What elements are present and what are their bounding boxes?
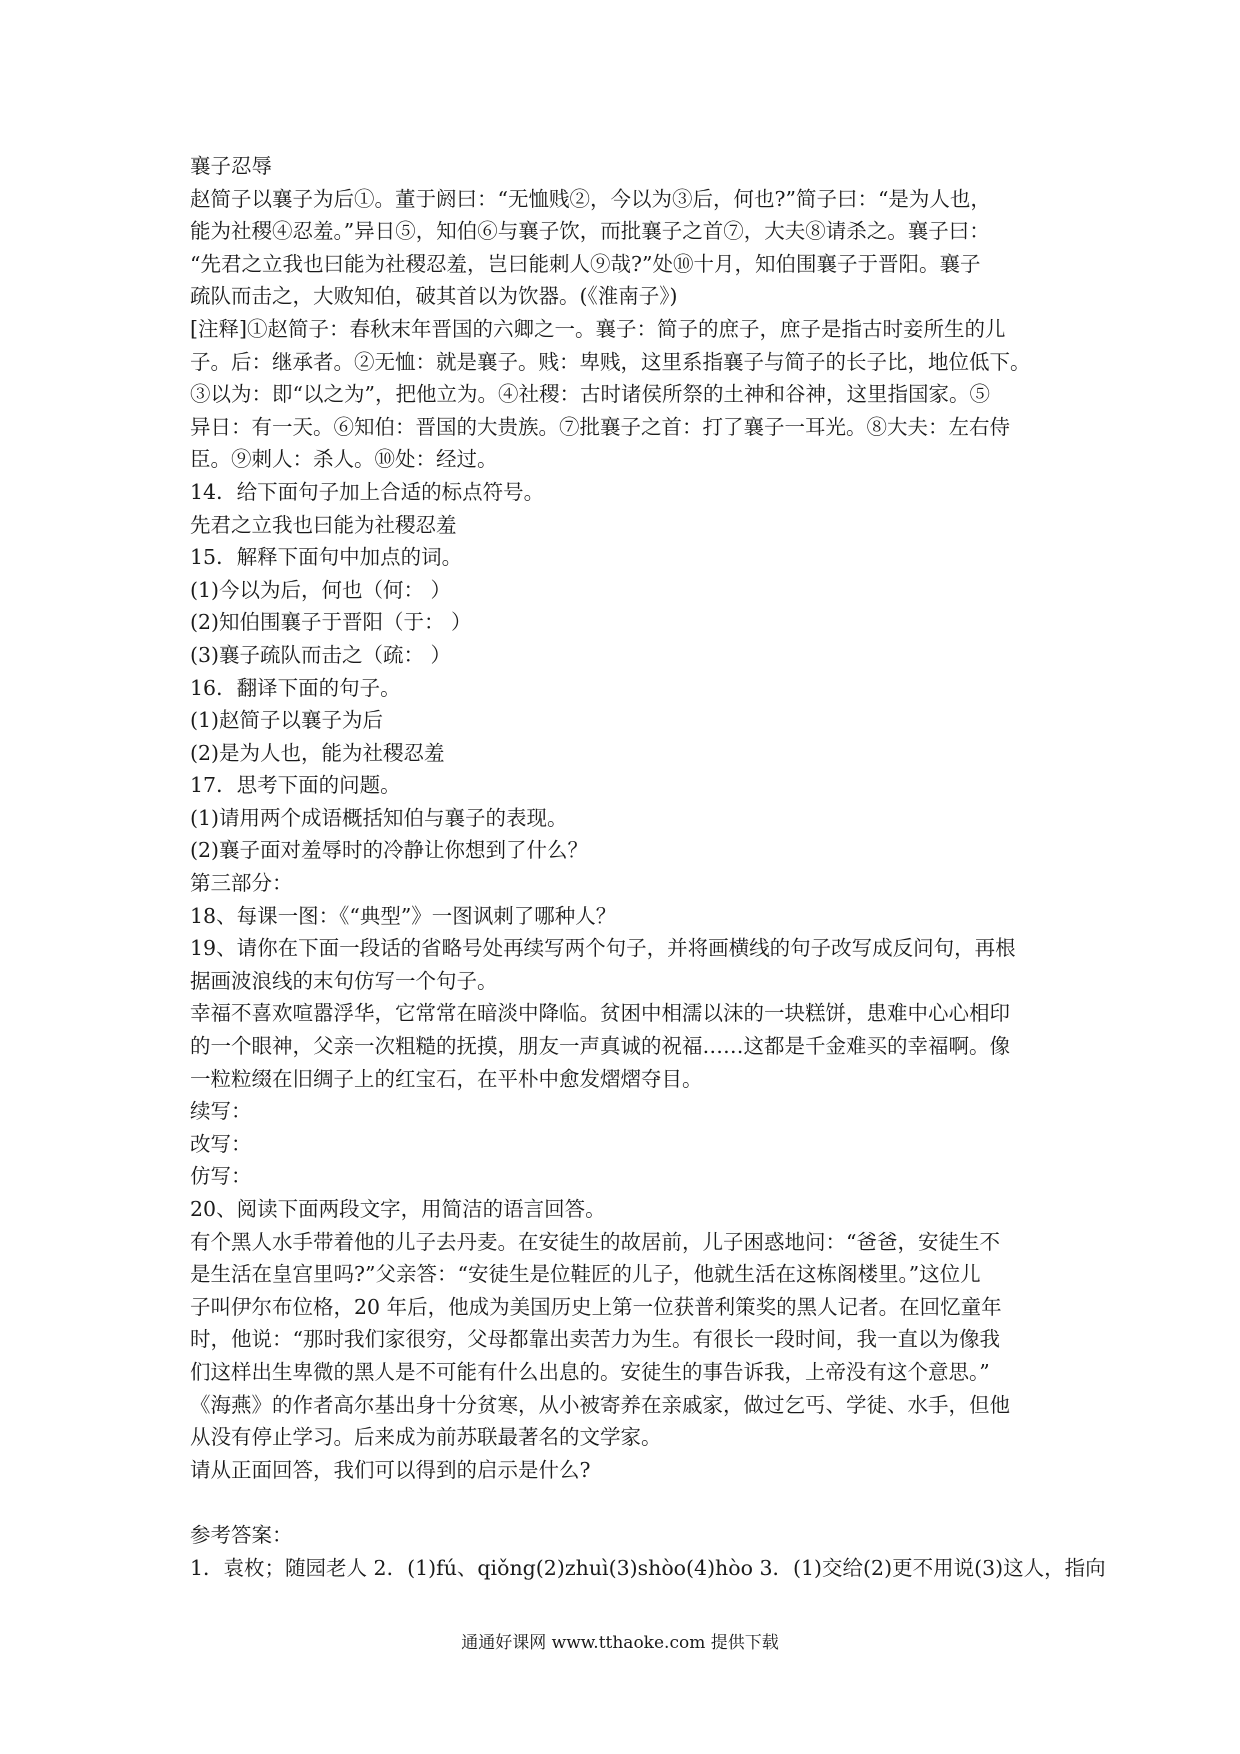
text-line: (1)赵简子以襄子为后 <box>190 708 384 733</box>
page-footer: 通通好课网 www.tthaoke.com 提供下载 <box>461 1633 779 1653</box>
text-line: 16．翻译下面的句子。 <box>190 675 401 700</box>
text-line: 19、请你在下面一段话的省略号处再续写两个句子，并将画横线的句子改写成反问句，再根 <box>190 936 1016 961</box>
text-line: 一粒粒缀在旧绸子上的红宝石，在平朴中愈发熠熠夺目。 <box>190 1066 703 1091</box>
text-line: ③以为：即“以之为”，把他立为。④社稷：古时诸侯所祭的土神和谷神，这里指国家。⑤ <box>190 382 990 407</box>
text-line: 的一个眼神，父亲一次粗糙的抚摸，朋友一声真诚的祝福……这都是千金难买的幸福啊。像 <box>190 1034 1010 1059</box>
text-line: 有个黑人水手带着他的儿子去丹麦。在安徒生的故居前，儿子困惑地问：“爸爸，安徒生不 <box>190 1229 1000 1254</box>
text-line: 据画波浪线的末句仿写一个句子。 <box>190 968 498 993</box>
text-line: 是生活在皇宫里吗?”父亲答：“安徒生是位鞋匠的儿子，他就生活在这栋阁楼里。”这位儿 <box>190 1262 981 1287</box>
text-line: (3)襄子疏队而击之（疏： ） <box>190 642 452 667</box>
text-line: 臣。⑨刺人：杀人。⑩处：经过。 <box>190 447 498 472</box>
text-line: 《海燕》的作者高尔基出身十分贫寒，从小被寄养在亲戚家，做过乞丐、学徒、水手，但他 <box>190 1392 1010 1417</box>
text-line: 改写： <box>190 1131 252 1156</box>
text-line: (2)是为人也，能为社稷忍羞 <box>190 740 445 765</box>
text-line: 能为社稷④忍羞。”异日⑤，知伯⑥与襄子饮，而批襄子之首⑦，大夫⑧请杀之。襄子曰： <box>190 219 990 244</box>
text-line: 子叫伊尔布位格，20 年后，他成为美国历史上第一位获普利策奖的黑人记者。在回忆童年 <box>190 1294 1002 1319</box>
text-line: 时，他说：“那时我们家很穷，父母都靠出卖苦力为生。有很长一段时间，我一直以为像我 <box>190 1327 1000 1352</box>
text-line: 从没有停止学习。后来成为前苏联最著名的文学家。 <box>190 1425 662 1450</box>
text-line: 子。后：继承者。②无恤：就是襄子。贱：卑贱，这里系指襄子与简子的长子比，地位低下。 <box>190 349 1031 374</box>
text-line: (1)今以为后，何也（何： ） <box>190 577 452 602</box>
text-line: 1．袁枚；随园老人 2．(1)fú、qiǒng(2)zhuì(3)shòo(4)hòo 3．(1)交给(2)更不用说(3)这人，指向 <box>190 1555 1106 1580</box>
text-line: 15．解释下面句中加点的词。 <box>190 545 463 570</box>
text-line: (1)请用两个成语概括知伯与襄子的表现。 <box>190 805 568 830</box>
text-line: 14．给下面句子加上合适的标点符号。 <box>190 479 545 504</box>
text-line: 们这样出生卑微的黑人是不可能有什么出息的。安徒生的事告诉我，上帝没有这个意思。” <box>190 1359 990 1384</box>
text-line: (2)襄子面对羞辱时的冷静让你想到了什么？ <box>190 838 589 863</box>
text-line: 幸福不喜欢喧嚣浮华，它常常在暗淡中降临。贫困中相濡以沫的一块糕饼，患难中心心相印 <box>190 1001 1010 1026</box>
text-line: [注释]①赵简子：春秋末年晋国的六卿之一。襄子：简子的庶子，庶子是指古时妾所生的儿 <box>190 316 1006 341</box>
text-line: 17．思考下面的问题。 <box>190 773 401 798</box>
text-line: 仿写： <box>190 1164 252 1189</box>
text-line: 参考答案： <box>190 1522 293 1547</box>
text-line: 续写： <box>190 1099 252 1124</box>
text-line: 赵简子以襄子为后①。董于阏曰：“无恤贱②，今以为③后，何也?”简子曰：“是为人也， <box>190 186 991 211</box>
text-line: 第三部分： <box>190 871 293 896</box>
text-line: 请从正面回答，我们可以得到的启示是什么? <box>190 1457 591 1482</box>
document-body <box>190 150 1106 1584</box>
text-line: “先君之立我也曰能为社稷忍羞，岂曰能刺人⑨哉?”处⑩十月，知伯围襄子于晋阳。襄子 <box>190 251 981 276</box>
blank-line <box>190 1486 1060 1519</box>
text-line: 襄子忍辱 <box>190 154 272 178</box>
text-line: 先君之立我也曰能为社稷忍羞 <box>190 512 457 537</box>
text-line: 18、每课一图：《“典型”》一图讽刺了哪种人？ <box>190 903 617 928</box>
text-line: 20、阅读下面两段文字，用简洁的语言回答。 <box>190 1197 606 1221</box>
text-line: 疏队而击之，大败知伯，破其首以为饮器。(《淮南子》) <box>190 284 678 309</box>
text-line: (2)知伯围襄子于晋阳（于： ） <box>190 610 472 635</box>
text-line: 异日：有一天。⑥知伯：晋国的大贵族。⑦批襄子之首：打了襄子一耳光。⑧大夫：左右侍 <box>190 414 1010 439</box>
